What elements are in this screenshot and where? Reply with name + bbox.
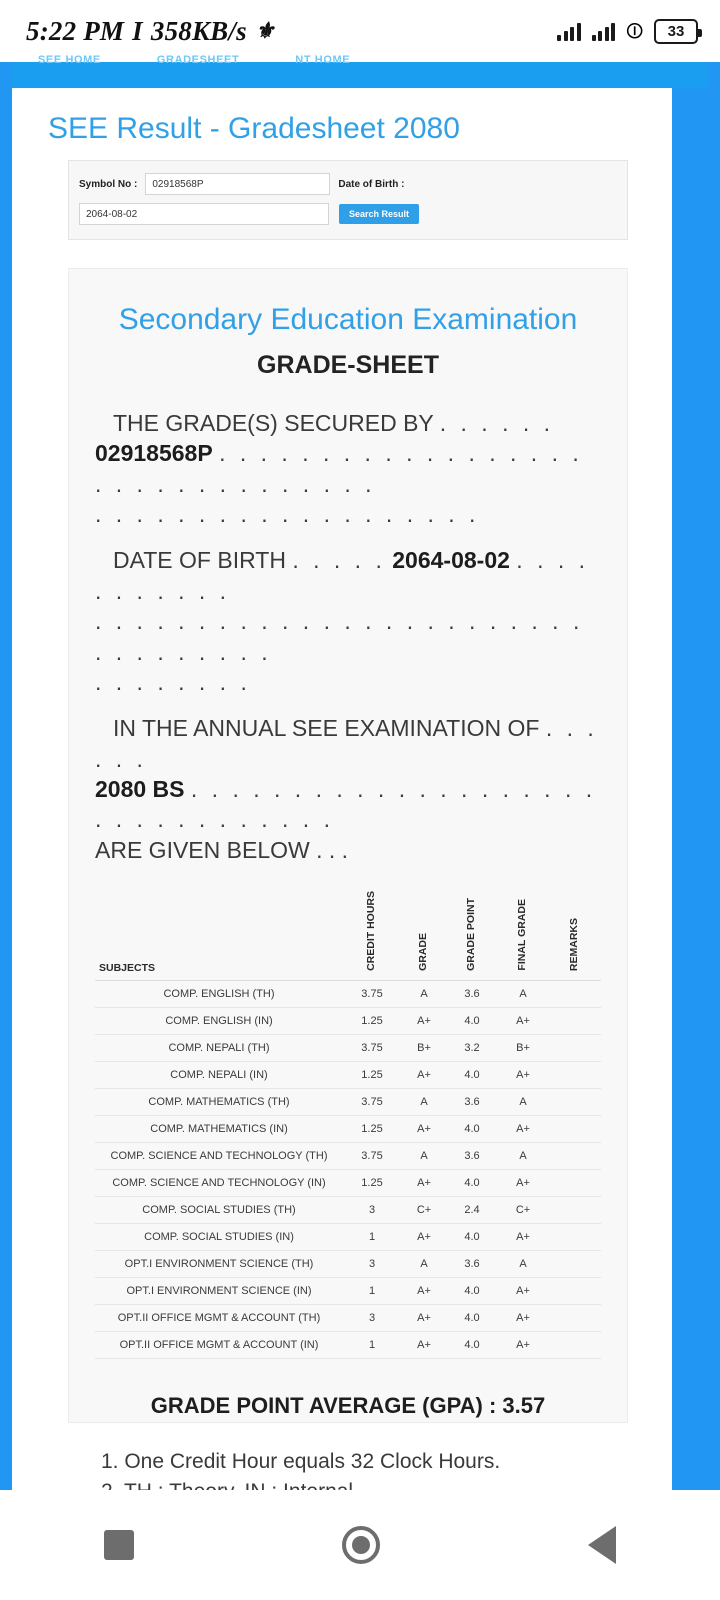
table-row xyxy=(95,1304,601,1331)
cell-grade-point: 4.0 xyxy=(447,1007,497,1034)
cell-credit-hours: 1.25 xyxy=(343,1061,401,1088)
cell-final-grade: A+ xyxy=(497,1277,549,1304)
status-separator: I xyxy=(132,15,143,46)
cell-final-grade: A xyxy=(497,1250,549,1277)
cell-credit-hours: 3.75 xyxy=(343,1088,401,1115)
cell-subject: COMP. NEPALI (IN) xyxy=(95,1061,343,1088)
cell-final-grade: A xyxy=(497,1088,549,1115)
cell-subject: COMP. SOCIAL STUDIES (TH) xyxy=(95,1196,343,1223)
cell-credit-hours: 3.75 xyxy=(343,1142,401,1169)
status-bar xyxy=(0,0,720,62)
statement-line1-prefix: THE GRADE(S) SECURED BY xyxy=(113,410,434,436)
cell-credit-hours: 1 xyxy=(343,1277,401,1304)
date-of-birth-label: Date of Birth : xyxy=(338,178,405,190)
statement-line1-trail2: . . . . . . . . . . . . . . . . . . . xyxy=(95,501,480,528)
page-content xyxy=(12,88,672,1490)
cell-grade-point: 2.4 xyxy=(447,1196,497,1223)
table-row xyxy=(95,1061,601,1088)
network-speed: 358KB/s xyxy=(150,15,247,46)
cell-subject: COMP. MATHEMATICS (TH) xyxy=(95,1088,343,1115)
cell-remarks xyxy=(549,1007,601,1034)
browser-viewport xyxy=(0,54,720,1490)
cell-grade: A+ xyxy=(401,1331,447,1358)
cell-grade: A xyxy=(401,980,447,1007)
left-blue-edge xyxy=(0,62,12,1490)
cell-subject: OPT.II OFFICE MGMT & ACCOUNT (TH) xyxy=(95,1304,343,1331)
statement-line3-dots: . . . . . . xyxy=(95,715,598,772)
cell-credit-hours: 1.25 xyxy=(343,1115,401,1142)
col-subjects: SUBJECTS xyxy=(95,891,343,980)
table-row xyxy=(95,1223,601,1250)
cell-remarks xyxy=(549,1034,601,1061)
clock: 5:22 PM xyxy=(26,15,125,46)
status-bar-left xyxy=(26,16,275,47)
cell-grade: A xyxy=(401,1142,447,1169)
grades-table xyxy=(95,891,601,1359)
statement-line1-trail: . . . . . . . . . . . . . . . . . . . . . . . . . . . . . . . . xyxy=(95,440,583,497)
date-of-birth-value: 2064-08-02 xyxy=(392,547,510,574)
battery-icon xyxy=(654,19,698,44)
nav-item-see-home[interactable]: SEE HOME xyxy=(38,54,101,66)
statement-line4: ARE GIVEN BELOW . . . xyxy=(95,836,349,863)
cell-remarks xyxy=(549,1115,601,1142)
cell-final-grade: B+ xyxy=(497,1034,549,1061)
col-credit-hours: CREDIT HOURS xyxy=(343,891,401,980)
cell-credit-hours: 3 xyxy=(343,1196,401,1223)
table-row xyxy=(95,1007,601,1034)
page-title: SEE Result - Gradesheet 2080 xyxy=(48,112,460,145)
cell-subject: COMP. SCIENCE AND TECHNOLOGY (IN) xyxy=(95,1169,343,1196)
recents-square-icon[interactable] xyxy=(104,1530,134,1560)
statement-line2-prefix: DATE OF BIRTH xyxy=(113,547,286,574)
cell-grade: A+ xyxy=(401,1277,447,1304)
right-blue-edge xyxy=(708,62,720,1490)
nav-item-nt-home[interactable]: NT HOME xyxy=(295,54,351,66)
cell-grade-point: 4.0 xyxy=(447,1331,497,1358)
search-result-button[interactable]: Search Result xyxy=(339,204,419,224)
table-row xyxy=(95,1115,601,1142)
cell-grade: A+ xyxy=(401,1115,447,1142)
cell-credit-hours: 3 xyxy=(343,1304,401,1331)
signal-bars-sim2-icon xyxy=(592,21,616,41)
cell-final-grade: C+ xyxy=(497,1196,549,1223)
statement-date-of-birth xyxy=(95,545,601,697)
cell-grade-point: 4.0 xyxy=(447,1169,497,1196)
cell-final-grade: A+ xyxy=(497,1223,549,1250)
cell-final-grade: A+ xyxy=(497,1061,549,1088)
statement-line2-dots: . . . . . xyxy=(292,547,386,574)
wifi-icon: ⏼ xyxy=(626,19,643,43)
cell-remarks xyxy=(549,1304,601,1331)
table-row xyxy=(95,1034,601,1061)
statement-line1-dots: . . . . . . xyxy=(439,410,555,436)
cell-grade-point: 3.6 xyxy=(447,1250,497,1277)
table-row xyxy=(95,1277,601,1304)
search-panel xyxy=(68,160,628,240)
nav-item-gradesheet[interactable]: GRADESHEET xyxy=(156,54,240,66)
exam-heading: Secondary Education Examination xyxy=(118,303,578,336)
cell-subject: COMP. SOCIAL STUDIES (IN) xyxy=(95,1223,343,1250)
status-bar-right xyxy=(557,19,698,44)
statement-line2-trail2: . . . . . . . . . . . . . . . . . . . . . . . . . . . . . . . . . xyxy=(95,608,584,665)
table-row xyxy=(95,1088,601,1115)
cell-remarks xyxy=(549,1142,601,1169)
site-navbar xyxy=(0,54,720,88)
exam-year-value: 2080 BS xyxy=(95,775,185,802)
symbol-no-input[interactable]: 02918568P xyxy=(145,173,330,195)
table-row xyxy=(95,1142,601,1169)
cell-subject: OPT.I ENVIRONMENT SCIENCE (TH) xyxy=(95,1250,343,1277)
statement-line3-prefix: IN THE ANNUAL SEE EXAMINATION OF xyxy=(113,715,540,742)
cell-remarks xyxy=(549,1331,601,1358)
cell-remarks xyxy=(549,1061,601,1088)
grades-table-header-row xyxy=(95,891,601,980)
cell-grade-point: 4.0 xyxy=(447,1115,497,1142)
date-of-birth-input[interactable]: 2064-08-02 xyxy=(79,203,329,225)
home-circle-icon[interactable] xyxy=(342,1526,380,1564)
cell-remarks xyxy=(549,1196,601,1223)
symbol-no-label: Symbol No : xyxy=(79,178,138,190)
cell-remarks xyxy=(549,980,601,1007)
cell-remarks xyxy=(549,1277,601,1304)
cell-credit-hours: 3.75 xyxy=(343,980,401,1007)
symbol-number-value: 02918568P xyxy=(95,440,213,467)
col-grade: GRADE xyxy=(401,891,447,980)
cell-grade-point: 4.0 xyxy=(447,1277,497,1304)
cell-subject: COMP. ENGLISH (IN) xyxy=(95,1007,343,1034)
statement-line2-trail: . . . . . . . . . . . xyxy=(95,547,590,604)
table-row xyxy=(95,1196,601,1223)
cell-credit-hours: 1.25 xyxy=(343,1169,401,1196)
cell-subject: OPT.I ENVIRONMENT SCIENCE (IN) xyxy=(95,1277,343,1304)
cell-final-grade: A xyxy=(497,980,549,1007)
system-navigation-bar xyxy=(0,1490,720,1600)
back-triangle-icon[interactable] xyxy=(588,1526,616,1564)
data-transfer-icon: ⚜ xyxy=(254,18,275,43)
cell-remarks xyxy=(549,1250,601,1277)
cell-grade-point: 3.6 xyxy=(447,1142,497,1169)
cell-subject: COMP. ENGLISH (TH) xyxy=(95,980,343,1007)
cell-subject: COMP. SCIENCE AND TECHNOLOGY (TH) xyxy=(95,1142,343,1169)
cell-grade: A+ xyxy=(401,1007,447,1034)
cell-final-grade: A+ xyxy=(497,1007,549,1034)
cell-grade: C+ xyxy=(401,1196,447,1223)
table-row xyxy=(95,1331,601,1358)
cell-grade: A+ xyxy=(401,1223,447,1250)
cell-subject: COMP. MATHEMATICS (IN) xyxy=(95,1115,343,1142)
cell-subject: COMP. NEPALI (TH) xyxy=(95,1034,343,1061)
cell-grade-point: 4.0 xyxy=(447,1304,497,1331)
cell-final-grade: A+ xyxy=(497,1169,549,1196)
col-grade-point: GRADE POINT xyxy=(447,891,497,980)
cell-grade-point: 3.6 xyxy=(447,980,497,1007)
cell-final-grade: A xyxy=(497,1142,549,1169)
signal-bars-sim1-icon xyxy=(557,21,581,41)
cell-grade: A xyxy=(401,1088,447,1115)
col-remarks: REMARKS xyxy=(549,891,601,980)
table-row xyxy=(95,1169,601,1196)
cell-credit-hours: 1.25 xyxy=(343,1007,401,1034)
table-row xyxy=(95,980,601,1007)
col-final-grade: FINAL GRADE xyxy=(497,891,549,980)
cell-grade: A xyxy=(401,1250,447,1277)
cell-grade-point: 3.6 xyxy=(447,1088,497,1115)
cell-credit-hours: 3 xyxy=(343,1250,401,1277)
cell-credit-hours: 3.75 xyxy=(343,1034,401,1061)
cell-grade-point: 4.0 xyxy=(447,1223,497,1250)
cell-grade-point: 3.2 xyxy=(447,1034,497,1061)
cell-final-grade: A+ xyxy=(497,1331,549,1358)
gradesheet-heading: GRADE-SHEET xyxy=(257,351,439,379)
statement-grades-secured xyxy=(95,408,601,529)
statement-exam-year xyxy=(95,713,601,865)
cell-grade: B+ xyxy=(401,1034,447,1061)
cell-grade-point: 4.0 xyxy=(447,1061,497,1088)
statement-line2-trail3: . . . . . . . . xyxy=(95,668,251,695)
statement-line3-trail: . . . . . . . . . . . . . . . . . . . . . . . . . . . . . . . . xyxy=(95,775,597,833)
cell-remarks xyxy=(549,1169,601,1196)
cell-remarks xyxy=(549,1223,601,1250)
cell-grade: A+ xyxy=(401,1061,447,1088)
note-credit-hour: 1. One Credit Hour equals 32 Clock Hours. xyxy=(101,1449,501,1473)
gpa-text: GRADE POINT AVERAGE (GPA) : 3.57 xyxy=(150,1392,546,1418)
cell-credit-hours: 1 xyxy=(343,1331,401,1358)
cell-final-grade: A+ xyxy=(497,1115,549,1142)
gradesheet-card xyxy=(68,268,628,1473)
grades-table-body xyxy=(95,980,601,1358)
table-row xyxy=(95,1250,601,1277)
cell-grade: A+ xyxy=(401,1169,447,1196)
cell-grade: A+ xyxy=(401,1304,447,1331)
cell-subject: OPT.II OFFICE MGMT & ACCOUNT (IN) xyxy=(95,1331,343,1358)
battery-level: 33 xyxy=(667,22,685,40)
cell-final-grade: A+ xyxy=(497,1304,549,1331)
cell-credit-hours: 1 xyxy=(343,1223,401,1250)
cell-remarks xyxy=(549,1088,601,1115)
